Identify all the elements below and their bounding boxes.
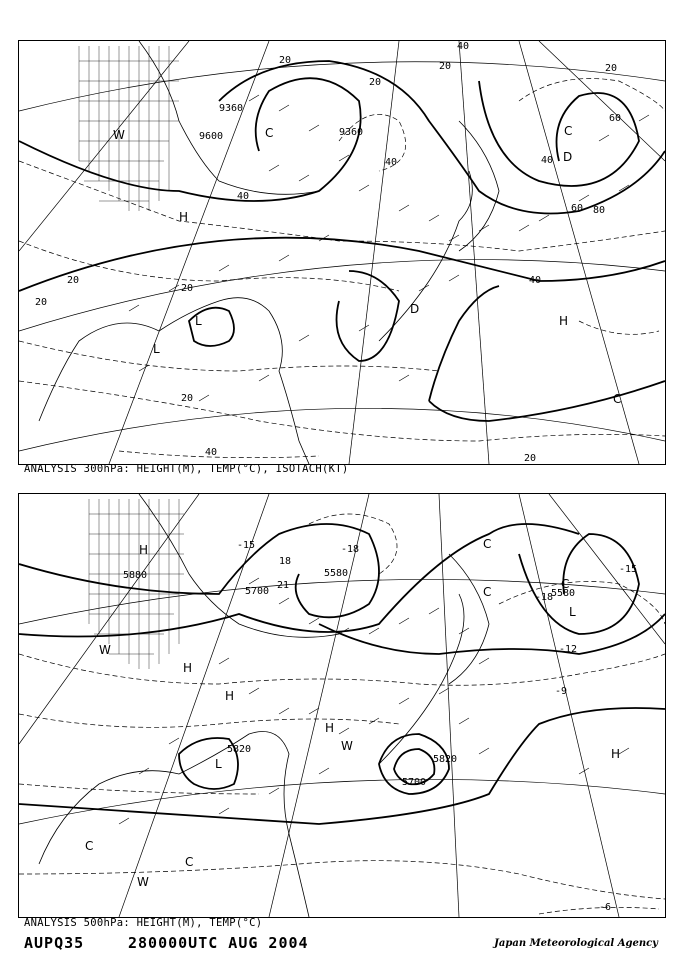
upper-center-label: W <box>113 128 125 142</box>
upper-contour-label: 80 <box>593 205 606 216</box>
lower-center-label: W <box>99 643 111 657</box>
lower-contour-label: 5880 <box>123 570 148 581</box>
lower-center-label: C <box>85 839 94 853</box>
lower-contour-label: -18 <box>341 544 360 555</box>
upper-map-caption: ANALYSIS 300hPa: HEIGHT(M), TEMP(°C), ISOTACH(KT) <box>24 463 349 475</box>
lower-contour-label: 5700 <box>402 777 427 788</box>
lower-center-label: C <box>185 855 194 869</box>
upper-contour-label: 20 <box>439 61 452 72</box>
upper-contour-label: 60 <box>571 203 584 214</box>
upper-labels <box>35 41 621 464</box>
upper-contour-label: 20 <box>279 55 292 66</box>
analysis-time: 280000UTC AUG 2004 <box>128 934 309 952</box>
upper-center-label: D <box>410 302 420 316</box>
upper-contour-label: 20 <box>67 275 80 286</box>
lower-center-label: C <box>561 577 570 591</box>
lower-center-label: H <box>139 543 149 557</box>
upper-contour-label: 40 <box>541 155 554 166</box>
lower-center-label: C <box>483 585 492 599</box>
upper-graticule <box>19 41 665 464</box>
upper-map-drawing <box>19 41 665 464</box>
upper-center-label: L <box>195 314 202 328</box>
lower-center-label: L <box>215 757 222 771</box>
upper-map-panel <box>18 40 666 465</box>
lower-contour-label: -9 <box>555 686 568 697</box>
upper-contour-label: 20 <box>35 297 48 308</box>
upper-contour-label: 60 <box>609 113 622 124</box>
lower-center-label: W <box>137 875 149 889</box>
lower-map-panel <box>18 493 666 918</box>
lower-center-label: H <box>611 747 621 761</box>
upper-contour-label: 20 <box>605 63 618 74</box>
agency-name: Japan Meteorological Agency <box>494 938 658 949</box>
lower-center-label: W <box>341 739 353 753</box>
upper-contour-label: 40 <box>529 275 542 286</box>
upper-contour-label: 9600 <box>199 131 224 142</box>
upper-center-label: D <box>563 150 573 164</box>
upper-contour-label: 40 <box>205 447 218 458</box>
upper-contour-label: 9360 <box>219 103 244 114</box>
upper-contour-label: 20 <box>181 283 194 294</box>
lower-map-caption: ANALYSIS 500hPa: HEIGHT(M), TEMP(°C) <box>24 917 263 929</box>
upper-contour-label: 40 <box>237 191 250 202</box>
lower-map-drawing <box>19 494 665 917</box>
lower-contour-label: 5820 <box>227 744 252 755</box>
lower-center-label: C <box>483 537 492 551</box>
upper-center-label: C <box>265 126 274 140</box>
lower-contour-label: 5580 <box>551 588 576 599</box>
lower-contour-label: -12 <box>559 644 578 655</box>
lower-coastlines <box>39 494 492 917</box>
upper-contour-label: 40 <box>457 41 470 52</box>
upper-center-label: H <box>179 210 189 224</box>
lower-contour-label: -18 <box>535 592 554 603</box>
lower-contour-label: 18 <box>279 556 292 567</box>
upper-contour-label: 40 <box>385 157 398 168</box>
lower-contour-label: 5580 <box>324 568 349 579</box>
lower-contour-label: -15 <box>237 540 256 551</box>
upper-center-label: L <box>153 342 160 356</box>
lower-contour-label: 5820 <box>433 754 458 765</box>
lower-center-label: H <box>183 661 193 675</box>
upper-contour-label: 20 <box>524 453 537 464</box>
lower-contour-label: 5700 <box>245 586 270 597</box>
upper-contour-label: 20 <box>369 77 382 88</box>
lower-contour-label: -6 <box>599 902 612 913</box>
bulletin-code: AUPQ35 <box>24 934 85 952</box>
upper-center-label: C <box>613 392 622 406</box>
upper-hatch <box>79 46 179 211</box>
lower-center-label: L <box>569 605 576 619</box>
lower-contour-label: 21 <box>277 580 290 591</box>
lower-contour-label: -15 <box>619 564 638 575</box>
upper-center-label: H <box>559 314 569 328</box>
lower-labels <box>85 537 637 913</box>
upper-center-label: C <box>564 124 573 138</box>
lower-center-label: H <box>325 721 335 735</box>
upper-height-contours <box>19 61 665 421</box>
upper-contour-label: 20 <box>181 393 194 404</box>
upper-contour-label: 9360 <box>339 127 364 138</box>
lower-center-label: H <box>225 689 235 703</box>
